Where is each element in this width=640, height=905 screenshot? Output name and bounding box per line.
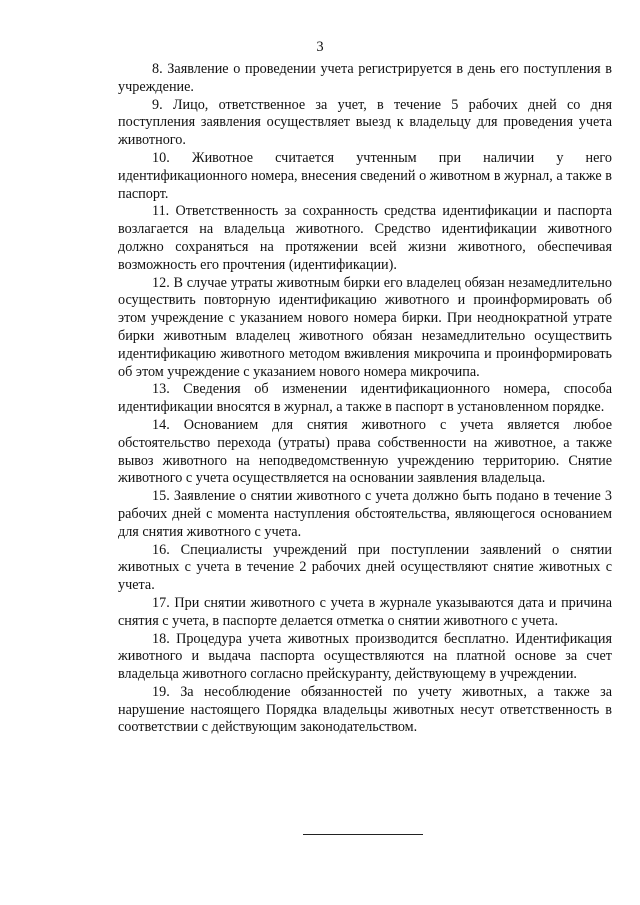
paragraph-13: 13. Сведения об изменении идентификационного номера, способа идентификации вносятся в журнал, а также в паспорт в установленном порядке. — [118, 381, 612, 416]
paragraph-10: 10. Животное считается учтенным при наличии у него идентификационного номера, внесения сведений о животном в журнал, а также в паспорт. — [118, 149, 612, 202]
paragraph-19: 19. За несоблюдение обязанностей по учету животных, а также за нарушение настоящего Порядка владельцы животных несут ответственность в соответствии с действующим законодательством. — [118, 683, 612, 736]
page-number: 3 — [316, 39, 324, 55]
document-body — [118, 61, 612, 737]
paragraph-11: 11. Ответственность за сохранность средства идентификации и паспорта возлагается на владельца животного. Средство идентификации животного должно сохраняться на протяжении всей жизни животного, обеспечивая возможность его прочтения (идентификации). — [118, 203, 612, 273]
paragraph-17: 17. При снятии животного с учета в журнале указываются дата и причина снятия с учета, в паспорте делается отметка о снятии животного с учета. — [118, 594, 612, 629]
end-of-document-rule — [303, 834, 423, 835]
paragraph-16: 16. Специалисты учреждений при поступлении заявлений о снятии животных с учета в течение 2 рабочих дней осуществляют снятие животных с учета. — [118, 541, 612, 594]
paragraph-18: 18. Процедура учета животных производится бесплатно. Идентификация животного и выдача паспорта осуществляются на платной основе за счет владельца животного согласно прейскуранту, действующему в учреждении. — [118, 630, 612, 683]
paragraph-8: 8. Заявление о проведении учета регистрируется в день его поступления в учреждение. — [118, 61, 612, 95]
paragraph-15: 15. Заявление о снятии животного с учета должно быть подано в течение 3 рабочих дней с момента наступления обстоятельства, являющегося основанием для снятия животного с учета. — [118, 488, 612, 540]
paragraph-14: 14. Основанием для снятия животного с учета является любое обстоятельство перехода (утраты) права собственности на животное, а также вывоз животного на неподведомственную учреждению территорию. Снятие животного с учета осуществляется на основании заявления владельца. — [118, 416, 612, 487]
paragraph-9: 9. Лицо, ответственное за учет, в течение 5 рабочих дней со дня поступления заявления осуществляет выезд к владельцу для проведения учета животного. — [118, 96, 612, 149]
paragraph-12: 12. В случае утраты животным бирки его владелец обязан незамедлительно осуществить повторную идентификацию животного и проинформировать об этом учреждение с указанием нового номера бирки. При неоднократной утрате бирки животным владелец животного обязан незамедлительно осуществить идентификацию животного методом вживления микрочипа и проинформировать об этом учреждение с указанием нового номера микрочипа. — [118, 274, 612, 380]
